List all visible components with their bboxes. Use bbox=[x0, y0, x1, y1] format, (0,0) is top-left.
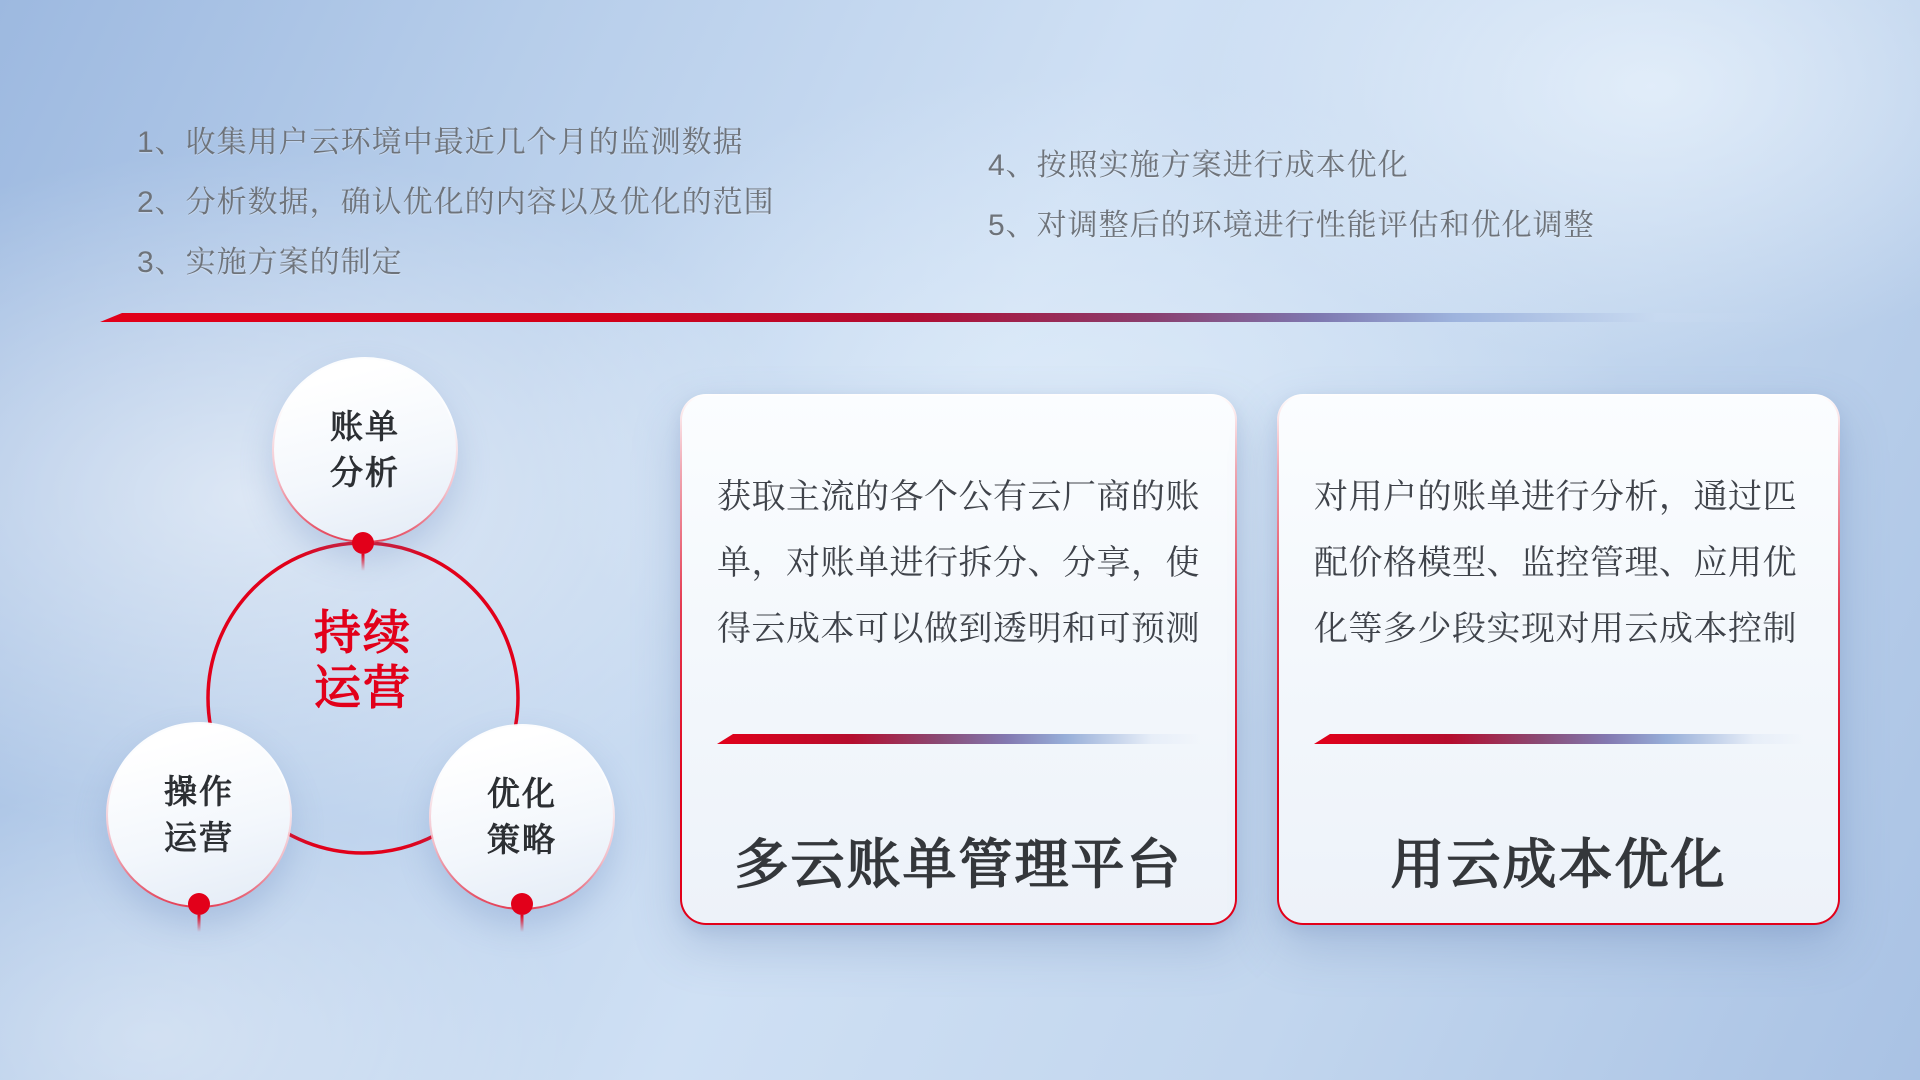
card-body-line: 化等多少段实现对用云成本控制 bbox=[1314, 610, 1797, 648]
card-divider-line bbox=[717, 734, 1200, 744]
card-cloud-cost-optimization-surface bbox=[1279, 396, 1838, 923]
node-right-line1: 优化 bbox=[487, 775, 557, 813]
card-body-text bbox=[717, 396, 1200, 662]
step-item-5: 5、对调整后的环境进行性能评估和优化调整 bbox=[988, 209, 1595, 242]
card-body-line: 获取主流的各个公有云厂商的账 bbox=[717, 478, 1200, 516]
step-item-4: 4、按照实施方案进行成本优化 bbox=[988, 149, 1409, 182]
node-operation-label bbox=[108, 724, 290, 906]
connector-dot-right bbox=[511, 893, 533, 915]
connector-dot-left bbox=[188, 893, 210, 915]
card-body-line: 得云成本可以做到透明和可预测 bbox=[717, 610, 1200, 648]
step-item-2: 2、分析数据，确认优化的内容以及优化的范围 bbox=[137, 186, 775, 219]
node-optimization-strategy-label bbox=[431, 726, 613, 908]
card-cloud-cost-optimization bbox=[1277, 394, 1840, 925]
step-item-1: 1、收集用户云环境中最近几个月的监测数据 bbox=[137, 126, 744, 159]
card-body-line: 对用户的账单进行分析，通过匹 bbox=[1314, 478, 1797, 516]
node-optimization-strategy bbox=[429, 724, 615, 910]
card-title: 用云成本优化 bbox=[1390, 835, 1727, 895]
node-top-line1: 账单 bbox=[330, 408, 400, 446]
card-multicloud-bill-platform bbox=[680, 394, 1237, 925]
node-left-line2: 运营 bbox=[164, 819, 234, 856]
node-operation bbox=[106, 722, 292, 908]
card-title: 多云账单管理平台 bbox=[734, 835, 1183, 895]
cycle-center-line1: 持续 bbox=[314, 605, 412, 659]
cycle-center-text bbox=[314, 605, 412, 716]
connector-dot-top bbox=[352, 532, 374, 554]
card-multicloud-bill-platform-surface bbox=[682, 396, 1235, 923]
card-body-line: 单，对账单进行拆分、分享，使 bbox=[717, 544, 1200, 582]
card-body-text bbox=[1314, 396, 1803, 662]
card-divider-line bbox=[1314, 734, 1803, 744]
card-body-line: 配价格模型、监控管理、应用优 bbox=[1314, 544, 1797, 582]
node-right-line2: 策略 bbox=[487, 821, 557, 858]
node-bill-analysis-label bbox=[274, 359, 456, 541]
step-item-3: 3、实施方案的制定 bbox=[137, 246, 403, 279]
node-top-line2: 分析 bbox=[330, 454, 400, 491]
node-left-line1: 操作 bbox=[164, 773, 234, 811]
cycle-center-line2: 运营 bbox=[314, 661, 412, 714]
node-bill-analysis bbox=[272, 357, 458, 543]
